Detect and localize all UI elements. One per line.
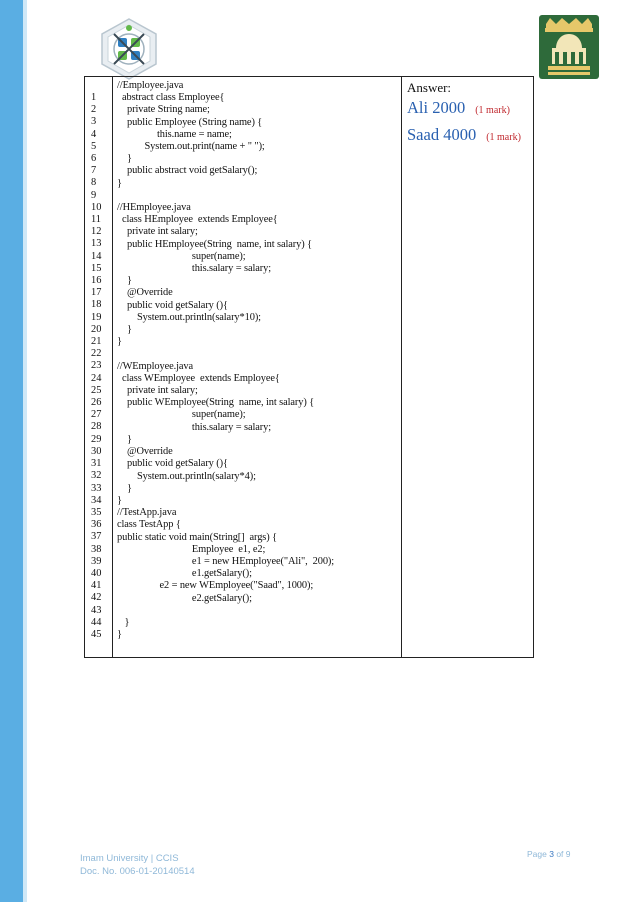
- code-question-table: [84, 76, 534, 658]
- line-number: 19: [91, 311, 102, 323]
- code-line: super(name);: [117, 409, 246, 421]
- line-number: 3: [91, 116, 97, 128]
- java-code-block: [117, 80, 397, 641]
- code-line: e1 = new HEmployee("Ali", 200);: [117, 555, 335, 567]
- code-line: super(name);: [117, 250, 246, 262]
- line-number: 26: [91, 397, 102, 409]
- code-line: class WEmployee extends Employee{: [117, 372, 280, 384]
- line-number: 37: [91, 531, 102, 543]
- page-prefix: Page: [527, 849, 550, 859]
- ccis-logo-icon: [96, 16, 162, 82]
- line-number: 41: [91, 580, 102, 592]
- code-line: }: [117, 494, 122, 506]
- code-line: this.salary = salary;: [117, 421, 272, 433]
- line-number: 30: [91, 445, 102, 457]
- code-line: public Employee (String name) {: [117, 116, 263, 128]
- line-number: 18: [91, 299, 102, 311]
- footer-doc-number: Doc. No. 006-01-20140514: [80, 866, 195, 877]
- column-divider: [112, 77, 113, 657]
- line-number: 12: [91, 226, 102, 238]
- answer-row: [407, 97, 531, 122]
- code-line: class HEmployee extends Employee{: [117, 214, 278, 226]
- line-number: 2: [91, 104, 97, 116]
- line-number: 16: [91, 275, 102, 287]
- line-number: 38: [91, 543, 102, 555]
- line-number: 7: [91, 165, 97, 177]
- code-line: private int salary;: [117, 226, 198, 238]
- code-line: System.out.println(salary*4);: [117, 470, 256, 482]
- line-number: 24: [91, 372, 102, 384]
- code-line: e2.getSalary();: [117, 592, 252, 604]
- line-number: 27: [91, 409, 102, 421]
- line-number: 8: [91, 177, 97, 189]
- line-number: 23: [91, 360, 102, 372]
- line-number: 13: [91, 238, 102, 250]
- code-line: }: [117, 616, 130, 628]
- code-line: public WEmployee(String name, int salary) {: [117, 397, 315, 409]
- line-number: 9: [91, 189, 97, 201]
- line-number-column: [91, 92, 111, 641]
- line-number: 45: [91, 628, 102, 640]
- line-number: 39: [91, 555, 102, 567]
- line-number: 43: [91, 604, 102, 616]
- university-emblem-icon: [538, 14, 600, 80]
- page-current: 3: [549, 849, 554, 859]
- line-number: 34: [91, 494, 102, 506]
- code-line: //HEmployee.java: [117, 202, 191, 214]
- code-line: }: [117, 482, 132, 494]
- answer-mark: (1 mark): [475, 105, 510, 116]
- code-line: //Employee.java: [117, 80, 184, 91]
- code-line: public void getSalary (){: [117, 458, 228, 470]
- code-line: }: [117, 629, 122, 641]
- code-line: }: [117, 433, 132, 445]
- line-number: 36: [91, 519, 102, 531]
- line-number: 22: [91, 348, 102, 360]
- code-line: abstract class Employee{: [117, 92, 225, 104]
- line-number: 20: [91, 323, 102, 335]
- code-line: [117, 605, 397, 617]
- code-line: //TestApp.java: [117, 507, 177, 519]
- answer-mark: (1 mark): [486, 132, 521, 143]
- line-number: 33: [91, 482, 102, 494]
- line-number: 44: [91, 616, 102, 628]
- line-number: 42: [91, 592, 102, 604]
- code-line: @Override: [117, 287, 173, 299]
- line-number: 11: [91, 214, 102, 226]
- code-line: }: [117, 336, 122, 348]
- left-accent-bar: [0, 0, 23, 902]
- code-line: }: [117, 177, 122, 189]
- code-line: public abstract void getSalary();: [117, 165, 258, 177]
- code-line: private String name;: [117, 104, 210, 116]
- code-line: public void getSalary (){: [117, 299, 228, 311]
- code-line: Employee e1, e2;: [117, 543, 266, 555]
- answer-output-text: Ali 2000: [407, 98, 466, 117]
- line-number: 14: [91, 250, 102, 262]
- column-divider: [401, 77, 402, 657]
- code-line: }: [117, 324, 132, 336]
- page-total: 9: [565, 849, 571, 859]
- line-number: 21: [91, 336, 102, 348]
- line-number: 1: [91, 92, 97, 103]
- line-number: 29: [91, 433, 102, 445]
- code-line: public HEmployee(String name, int salary) {: [117, 238, 312, 250]
- footer-doc-info: [80, 852, 195, 878]
- page-of: of: [553, 849, 566, 859]
- line-number: 10: [91, 201, 102, 213]
- line-number: 17: [91, 287, 102, 299]
- line-number: 32: [91, 470, 102, 482]
- code-line: System.out.println(salary*10);: [117, 311, 261, 323]
- line-number: 25: [91, 384, 102, 396]
- line-number: 15: [91, 262, 102, 274]
- code-line: e2 = new WEmployee("Saad", 1000);: [117, 580, 314, 592]
- code-line: class TestApp {: [117, 519, 181, 531]
- code-line: System.out.print(name + " ");: [117, 141, 265, 153]
- code-line: }: [117, 153, 132, 165]
- line-number: 5: [91, 140, 97, 152]
- code-line: e1.getSalary();: [117, 568, 252, 580]
- answer-label: Answer:: [407, 80, 452, 95]
- answer-output-text: Saad 4000: [407, 125, 477, 144]
- page-indicator: [527, 849, 571, 859]
- code-line: public static void main(String[] args) {: [117, 531, 277, 543]
- code-line: }: [117, 275, 132, 287]
- line-number: 28: [91, 421, 102, 433]
- code-line: private int salary;: [117, 385, 198, 397]
- line-number: 35: [91, 506, 102, 518]
- line-number: 31: [91, 458, 102, 470]
- code-line: //WEmployee.java: [117, 360, 194, 372]
- footer-university: Imam University | CCIS: [80, 853, 179, 864]
- code-line: this.name = name;: [117, 128, 232, 140]
- code-line: [117, 190, 397, 202]
- line-number: 6: [91, 153, 97, 165]
- answer-cell: [407, 80, 531, 149]
- line-number: 4: [91, 128, 97, 140]
- left-accent-stripe: [23, 0, 27, 902]
- code-line: [117, 348, 397, 360]
- code-line: this.salary = salary;: [117, 263, 272, 275]
- line-number: 40: [91, 567, 102, 579]
- code-line: @Override: [117, 446, 173, 458]
- answer-row: [407, 124, 531, 149]
